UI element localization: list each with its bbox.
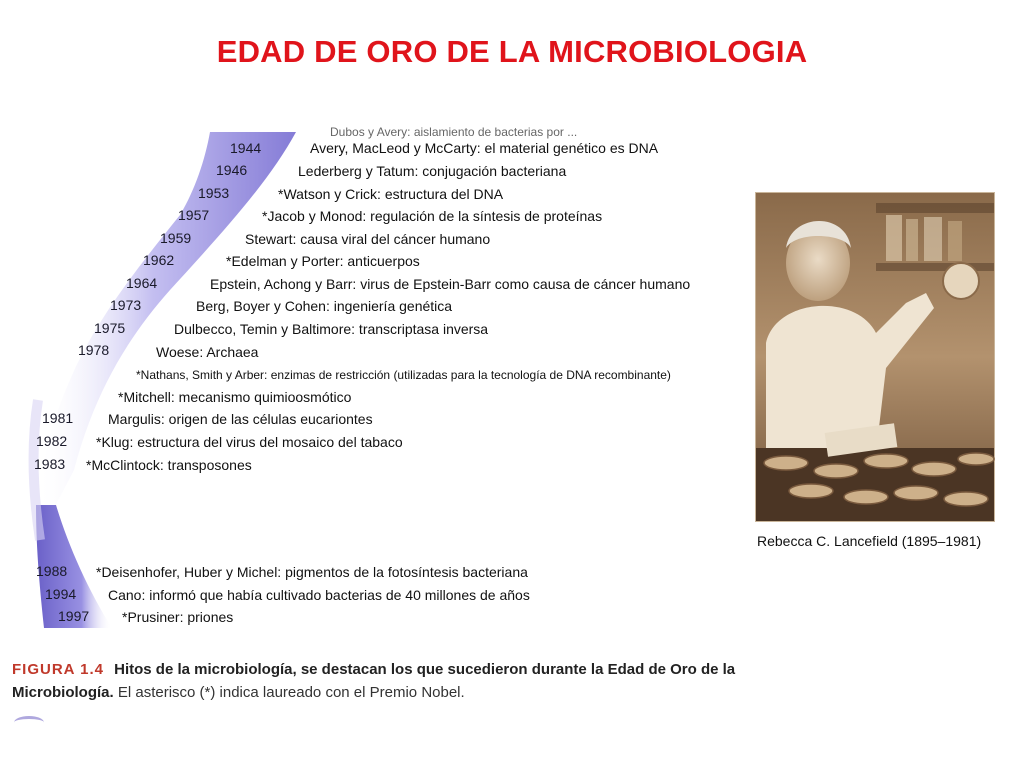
timeline-year: 1994 xyxy=(45,586,77,602)
timeline-event: Avery, MacLeod y McCarty: el material genético es DNA xyxy=(310,140,659,156)
slide-title: EDAD DE ORO DE LA MICROBIOLOGIA xyxy=(216,34,808,69)
timeline-event: *McClintock: transposones xyxy=(86,457,252,473)
timeline-year: 1997 xyxy=(58,608,90,624)
timeline-year: 1982 xyxy=(36,433,68,449)
timeline-year: 1953 xyxy=(198,185,230,201)
timeline-event: Lederberg y Tatum: conjugación bacteriana xyxy=(298,163,567,179)
timeline-event: *Jacob y Monod: regulación de la síntesis de proteínas xyxy=(262,208,603,224)
timeline-event: *Klug: estructura del virus del mosaico del tabaco xyxy=(96,434,403,450)
timeline-year: 1944 xyxy=(230,140,262,156)
figure-caption-plain: El asterisco (*) indica laureado con el Premio Nobel. xyxy=(117,684,465,701)
timeline-event: Dulbecco, Temin y Baltimore: transcriptasa inversa xyxy=(174,321,489,337)
timeline-year: 1978 xyxy=(78,342,110,358)
timeline-year: 1975 xyxy=(94,320,126,336)
timeline-event: *Edelman y Porter: anticuerpos xyxy=(226,253,420,269)
timeline-event: Epstein, Achong y Barr: virus de Epstein-Barr como causa de cáncer humano xyxy=(210,276,691,292)
timeline-year: 1981 xyxy=(42,410,74,426)
timeline-year: 1959 xyxy=(160,230,192,246)
timeline-year: 1964 xyxy=(126,275,158,291)
figure-caption-bold: Hitos de la microbiología, se destacan los que sucedieron durante la Edad de Oro de la Microbiología. xyxy=(12,661,736,701)
timeline-year: 1962 xyxy=(143,252,175,268)
timeline-event: Berg, Boyer y Cohen: ingeniería genética xyxy=(196,298,453,314)
timeline-event: *Mitchell: mecanismo quimioosmótico xyxy=(118,389,352,405)
timeline-year: 1973 xyxy=(110,297,142,313)
figure-caption xyxy=(12,658,812,704)
timeline-event: *Nathans, Smith y Arber: enzimas de restricción (utilizadas para la tecnología de DNA recombinante) xyxy=(136,368,671,382)
timeline-event: Cano: informó que había cultivado bacterias de 40 millones de años xyxy=(108,587,530,603)
timeline-event: *Watson y Crick: estructura del DNA xyxy=(278,186,504,202)
timeline-event: Margulis: origen de las células eucariontes xyxy=(108,411,373,427)
timeline-partial-top: Dubos y Avery: aislamiento de bacterias por ... xyxy=(330,125,578,139)
lancefield-photo xyxy=(755,192,995,522)
timeline-event: *Prusiner: priones xyxy=(122,609,234,625)
timeline-event: Woese: Archaea xyxy=(156,344,259,360)
timeline-event: Stewart: causa viral del cáncer humano xyxy=(245,231,491,247)
figure-label: FIGURA 1.4 xyxy=(12,661,104,678)
photo-caption: Rebecca C. Lancefield (1895–1981) xyxy=(757,533,982,549)
timeline-year: 1946 xyxy=(216,162,248,178)
timeline-year: 1957 xyxy=(178,207,210,223)
corner-decoration xyxy=(14,716,44,729)
timeline-year: 1988 xyxy=(36,563,68,579)
timeline-year: 1983 xyxy=(34,456,66,472)
timeline-event: *Deisenhofer, Huber y Michel: pigmentos de la fotosíntesis bacteriana xyxy=(96,564,528,580)
